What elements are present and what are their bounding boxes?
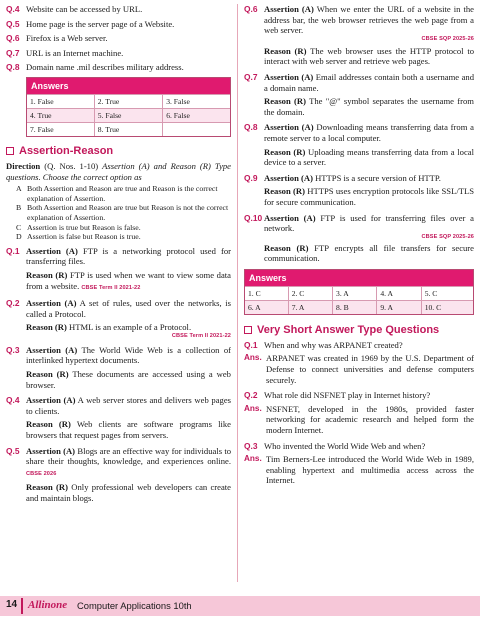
assertion-text: FTP is used for transferring files over a network. [264, 212, 474, 234]
options-list [6, 184, 231, 242]
assertion-reason-question [6, 246, 231, 293]
question-number: Q.8 [6, 62, 20, 73]
reason-label: Reason (R) [26, 419, 71, 430]
exam-tag: CBSE SQP 2025-26 [421, 35, 474, 42]
question-text: What role did NSFNET play in Internet history? [264, 390, 431, 401]
answer-cell: 10. C [421, 300, 473, 314]
ar-answers-box [244, 269, 474, 315]
assertion-line [6, 246, 231, 267]
reason-text: FTP is used when we want to view some data from a website. [26, 269, 231, 291]
assertion-line [244, 72, 474, 93]
answer-cell: 6. False [163, 108, 230, 122]
question-number: Q.2 [6, 298, 20, 309]
column-divider [237, 4, 238, 582]
tf-item [6, 48, 231, 59]
answers-row [27, 108, 230, 122]
answers-row [245, 286, 473, 300]
answer-label: Ans. [244, 353, 262, 363]
vsa-question [244, 390, 474, 435]
reason-line [6, 482, 231, 503]
answer-cell: 9. A [377, 300, 421, 314]
reason-line [244, 186, 474, 207]
answer-text: Tim Berners-Lee introduced the World Wide Web in 1989, enabling hypertext and multimedia access across the Internet. [266, 454, 474, 486]
checkbox-square-icon [6, 147, 14, 155]
assertion-label: Assertion (A) [26, 245, 78, 256]
reason-label: Reason (R) [264, 242, 309, 253]
question-line [244, 390, 474, 401]
assertion-label: Assertion (A) [26, 298, 77, 309]
reason-text: These documents are accessed using a web browser. [26, 369, 231, 390]
assertion-label: Assertion (A) [264, 172, 313, 183]
question-number: Q.1 [6, 245, 20, 256]
assertion-reason-question [244, 173, 474, 208]
assertion-label: Assertion (A) [264, 71, 314, 82]
answer-cell: 4. A [377, 286, 421, 300]
reason-line [6, 419, 231, 440]
assertion-line [244, 122, 474, 143]
question-number: Q.8 [244, 122, 258, 133]
answers-heading: Answers [27, 78, 230, 94]
book-title: Computer Applications 10th [77, 600, 192, 611]
vsa-question [244, 441, 474, 486]
answers-row [27, 94, 230, 108]
question-number: Q.9 [244, 172, 258, 183]
assertion-label: Assertion (A) [264, 122, 314, 133]
answer-line [244, 454, 474, 486]
direction-text: Assertion (A) and Reason (R) Type questions. Choose the correct option as [6, 160, 231, 182]
checkbox-square-icon [244, 326, 252, 334]
assertion-reason-question [6, 345, 231, 390]
footer-bar [0, 596, 480, 616]
option-item [6, 184, 231, 203]
question-number: Q.3 [6, 344, 20, 355]
section-heading [244, 324, 474, 336]
option-letter: B [16, 203, 22, 213]
assertion-label: Assertion (A) [26, 445, 76, 456]
exam-tag: CBSE Term II 2021-22 [171, 332, 231, 339]
assertion-reason-question [244, 213, 474, 264]
reason-text: The "@" symbol separates the username from the domain. [264, 96, 474, 117]
assertion-line [244, 213, 474, 234]
assertion-text: When we enter the URL of a website in the address bar, the web browser retrieves the web page from a web server. [264, 4, 474, 36]
option-text: Assertion is false but Reason is true. [27, 232, 141, 242]
option-item [6, 203, 231, 222]
tf-item [6, 33, 231, 44]
assertion-text: Downloading means transferring data from a remote server to a local computer. [264, 122, 474, 143]
true-false-list [6, 4, 231, 73]
question-number: Q.4 [6, 395, 20, 406]
reason-line [244, 46, 474, 67]
reason-text: Web clients are software programs like browsers that request pages from servers. [26, 419, 231, 441]
answer-label: Ans. [244, 454, 262, 464]
question-line [244, 441, 474, 452]
question-number: Q.7 [244, 71, 258, 82]
assertion-label: Assertion (A) [26, 344, 78, 355]
reason-line [6, 322, 231, 333]
section-heading [6, 145, 231, 157]
answer-cell: 7. False [27, 122, 94, 136]
reason-text: Uploading means transferring data from a local device to a server. [264, 146, 474, 168]
answer-cell: 3. A [333, 286, 377, 300]
assertion-line [244, 173, 474, 184]
directions [6, 161, 231, 182]
assertion-reason-question [244, 4, 474, 67]
answers-heading: Answers [245, 270, 473, 286]
option-text: Both Assertion and Reason are true but Reason is not the correct explanation of Assertion. [27, 203, 229, 222]
tf-item [6, 62, 231, 73]
answers-table [245, 286, 473, 314]
answers-table [27, 94, 230, 136]
answer-line [244, 353, 474, 385]
question-text: Who invented the World Wide Web and when? [264, 440, 426, 451]
assertion-label: Assertion (A) [264, 212, 316, 223]
answer-cell: 5. False [94, 108, 162, 122]
reason-label: Reason (R) [264, 186, 305, 197]
answer-text: NSFNET, developed in the 1980s, provided faster networking for academic research and helped form the modern Internet. [266, 403, 474, 436]
option-text: Both Assertion and Reason are true and Reason is the correct explanation of Assertion. [27, 184, 218, 203]
exam-tag: CBSE Term II 2021-22 [81, 284, 141, 291]
assertion-label: Assertion (A) [26, 395, 76, 406]
option-letter: A [16, 184, 22, 194]
reason-line [6, 270, 231, 293]
answer-cell: 4. True [27, 108, 94, 122]
right-column [244, 0, 474, 486]
reason-text: HTTPS uses encryption protocols like SSL/TLS for secure communication. [264, 186, 474, 207]
question-number: Q.10 [244, 212, 263, 223]
assertion-reason-question [6, 298, 231, 340]
question-line [244, 340, 474, 351]
answer-text: ARPANET was created in 1969 by the U.S. Department of Defense to connect universities and defense computers securely. [266, 353, 474, 385]
brand-logo: Allinone [28, 599, 68, 611]
answer-cell: 8. True [94, 122, 162, 136]
answer-cell: 7. A [288, 300, 332, 314]
tf-item [6, 19, 231, 30]
option-text: Assertion is true but Reason is false. [27, 222, 141, 232]
assertion-text: HTTPS is a secure version of HTTP. [315, 172, 441, 183]
question-number: Q.1 [244, 339, 258, 350]
question-text: URL is an Internet machine. [26, 47, 124, 58]
assertion-text: FTP is a networking protocol used for transferring files. [26, 245, 231, 267]
question-text: When and why was ARPANET created? [264, 339, 403, 350]
left-column [6, 0, 231, 504]
answer-cell: 6. A [245, 300, 288, 314]
answer-cell: 3. False [163, 94, 230, 108]
section-title: Assertion-Reason [19, 144, 114, 157]
reason-line [244, 243, 474, 264]
answer-line [244, 404, 474, 436]
question-text: Home page is the server page of a Website. [26, 18, 175, 29]
footer-separator [21, 598, 23, 614]
answer-cell: 1. False [27, 94, 94, 108]
assertion-line [6, 446, 231, 480]
reason-label: Reason (R) [26, 482, 68, 493]
assertion-reason-question [6, 395, 231, 440]
reason-text: The web browser uses the HTTP protocol to interact with web server and retrieve web pages. [264, 45, 474, 67]
answer-label: Ans. [244, 403, 262, 413]
reason-line [244, 147, 474, 168]
answer-cell: 2. True [94, 94, 162, 108]
question-text: Firefox is a Web server. [26, 33, 108, 44]
page-number: 14 [6, 599, 18, 610]
section-title: Very Short Answer Type Questions [257, 323, 440, 336]
tf-item [6, 4, 231, 15]
reason-label: Reason (R) [26, 269, 68, 280]
option-letter: C [16, 222, 22, 232]
answer-cell [163, 122, 230, 136]
assertion-line [244, 4, 474, 36]
answers-row [27, 122, 230, 136]
question-number: Q.5 [6, 18, 20, 29]
assertion-line [6, 395, 231, 416]
reason-label: Reason (R) [26, 322, 67, 333]
question-number: Q.7 [6, 47, 20, 58]
question-text: Website can be accessed by URL. [26, 4, 143, 14]
reason-label: Reason (R) [264, 96, 306, 107]
exam-tag: CBSE 2026 [26, 470, 57, 477]
assertion-line [6, 298, 231, 319]
answer-cell: 1. C [245, 286, 288, 300]
assertion-reason-question [6, 446, 231, 504]
assertion-reason-question [244, 122, 474, 167]
assertion-text: A web server stores and delivers web pages to clients. [26, 395, 231, 416]
reason-label: Reason (R) [264, 45, 307, 56]
reason-text: FTP encrypts all file transfers for secure communication. [264, 242, 474, 264]
reason-text: HTML is an example of a Protocol. [68, 322, 192, 333]
assertion-text: The World Wide Web is a collection of interlinked hypertext documents. [26, 344, 231, 366]
reason-label: Reason (R) [264, 146, 306, 157]
question-number: Q.6 [6, 33, 20, 44]
assertion-line [6, 345, 231, 366]
reason-text: Only professional web developers can create and maintain blogs. [26, 482, 231, 503]
reason-line [6, 369, 231, 390]
assertion-reason-question [244, 72, 474, 117]
question-number: Q.3 [244, 440, 258, 451]
question-number: Q.6 [244, 4, 258, 14]
direction-lead: Direction [6, 160, 41, 171]
question-text: Domain name .mil describes military address. [26, 62, 184, 73]
assertion-text: Blogs are an effective way for individuals to share their thoughts, knowledge, and experiences online. [26, 445, 232, 467]
direction-range: (Q. Nos. 1-10) [40, 160, 103, 171]
question-number: Q.2 [244, 390, 258, 401]
vsa-question [244, 340, 474, 385]
exam-tag: CBSE SQP 2025-26 [421, 233, 474, 240]
answers-row [245, 300, 473, 314]
tf-answers-box [26, 77, 231, 137]
question-number: Q.4 [6, 4, 20, 14]
assertion-label: Assertion (A) [264, 4, 314, 14]
answer-cell: 5. C [421, 286, 473, 300]
answer-cell: 2. C [288, 286, 332, 300]
answer-cell: 8. B [333, 300, 377, 314]
option-letter: D [16, 232, 22, 242]
reason-line [244, 96, 474, 117]
option-item [6, 232, 231, 242]
reason-label: Reason (R) [26, 369, 69, 380]
assertion-text: A set of rules, used over the networks, is called a Protocol. [26, 298, 231, 319]
option-item [6, 223, 231, 233]
question-number: Q.5 [6, 445, 20, 456]
assertion-text: Email addresses contain both a username and a domain name. [264, 71, 474, 93]
